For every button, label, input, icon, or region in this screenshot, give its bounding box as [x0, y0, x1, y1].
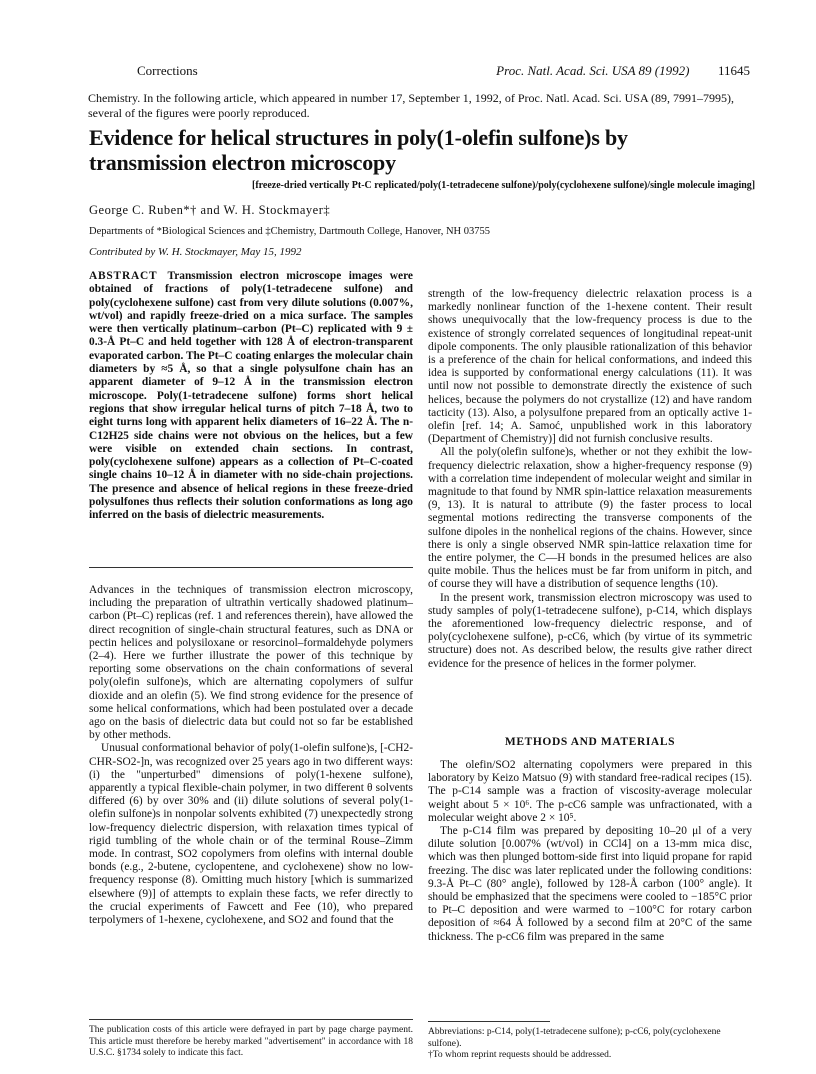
abbreviations-footnote [428, 1027, 752, 1062]
paragraph: In the present work, transmission electron microscopy was used to study samples of poly(1-tetradecene sulfone), p-C14, which displays the aforementioned low-frequency dielectric response, and of poly(cyclohexene sulfone), p-cC6, which (by virtue of its symmetric structure) does not. As described below, the results give rather direct evidence for the presence of helices in the former polymer. [428, 591, 752, 670]
paragraph: All the poly(olefin sulfone)s, whether or not they exhibit the low-frequency dielectric relaxation, show a higher-frequency response (9) with a correlation time independent of molecular weight and similar in magnitude to that found by NMR spin-lattice relaxation measurements (9, 13). It is natural to attribute (9) the faster process to local segmental motions redirecting the transverse components of the sulfone dipoles in the nonhelical regions of the chains. However, since there is only a single observed NMR spin-lattice relaxation time for the entire polymer, the C—H bonds in the presumed helices are also quite mobile. Thus the helices must be far from uniform in pitch, and of course they will have a distribution of sequence lengths (10). [428, 446, 752, 591]
publication-cost-footnote: The publication costs of this article were defrayed in part by page charge payment. This article must therefore be hereby marked "advertisement" in accordance with 18 U.S.C. §1734 solely to indicate this fact. [89, 1025, 413, 1058]
paragraph: Unusual conformational behavior of poly(1-olefin sulfone)s, [-CH2-CHR-SO2-]n, was recognized over 25 years ago in two different ways: (i) the "unperturbed" dimensions of poly(1-hexene sulfone), apparently a typical flexible-chain polymer, in two different θ solvents differed (6) by over 30% and (ii) dilute solutions of several poly(1-olefin sulfone)s in nonpolar solvents exhibited (7) unexpectedly strong low-frequency dielectric dispersion, with relaxation times typical of rigid tumbling of the whole chain or of the terminal Rouse–Zimm mode. In contrast, SO2 copolymers from olefins with internal double bonds (e.g., 2-butene, cyclopentene, and cyclohexene) show no low-frequency response (8). Omitting much history [which is summarized elsewhere (9)] of attempts to explain these facts, we refer directly to the crucial experiments of Fawcett and Fee (10), who prepared terpolymers of 1-hexene, cyclohexene, and SO2 and found that the [89, 742, 413, 927]
abstract-label: ABSTRACT [89, 270, 158, 282]
paragraph: Advances in the techniques of transmission electron microscopy, including the preparation of ultrathin vertically shadowed platinum–carbon (Pt–C) replicas (ref. 1 and references therein), have allowed the direct recognition of single-chain structural features, such as DNA or pectin helices and polysiloxane or resorcinol–formaldehyde polymers (2–4). Here we further illustrate the power of this technique by reporting some observations on the chain conformations of several poly(olefin sulfone)s, which are alternating copolymers of sulfur dioxide and an olefin (5). We find strong evidence for the presence of some helical conformations, which had been postulated over a decade ago on the basis of dielectric data but could not so far be established by other methods. [89, 584, 413, 742]
footnote-divider [89, 1019, 413, 1020]
abstract-divider [89, 567, 413, 568]
paragraph: The olefin/SO2 alternating copolymers were prepared in this laboratory by Keizo Matsuo (9) with standard free-radical recipes (15). The p-C14 sample was a fraction of viscosity-average molecular weight about 5 × 10⁶. The p-cC6 sample was unfractionated, with a molecular weight above 2 × 10⁵. [428, 759, 752, 824]
contributed-by: Contributed by W. H. Stockmayer, May 15, 1992 [89, 246, 302, 258]
paragraph: strength of the low-frequency dielectric relaxation process is a markedly nonlinear function of the 1-hexene content. Their result shows unequivocally that the low-frequency process is due to the existence of strongly correlated sequences of longitudinal repeat-unit dipole components. The only plausible rationalization of this behavior is a preference of the chain for helical conformations, and indeed this idea is supported by conformational energy calculations (11). It was until now not possible to demonstrate directly the existence of such helices, because the polymers do not crystallize (12) and have random tacticity (13). Also, a polysulfone prepared from an optically active 1-olefin [ref. 14; A. Samoć, unpublished work in this laboratory (Department of Chemistry)] did not furnish conclusive results. [428, 288, 752, 446]
correction-note: Chemistry. In the following article, which appeared in number 17, September 1, 1992, of Proc. Natl. Acad. Sci. USA (89, 7991–7995), several of the figures were poorly reproduced. [88, 91, 734, 120]
affiliation: Departments of *Biological Sciences and ‡Chemistry, Dartmouth College, Hanover, NH 03755 [89, 226, 491, 237]
right-column-body [428, 288, 752, 671]
abstract [89, 270, 413, 523]
paragraph: The p-C14 film was prepared by depositing 10–20 μl of a very dilute solution [0.007% (wt/vol) in CCl4] on a 13-mm mica disc, which was then plunged bottom-side first into liquid propane for rapid freezing. The disc was later replicated under the following conditions: 9.3-Å Pt–C (80° angle), followed by 128-Å carbon (100° angle). It should be emphasized that the specimens were cooled to −185°C prior to Pt–C deposition and were warmed to −100°C for rotary carbon deposition of ≈64 Å followed by a second film at 20°C of the same thickness. The p-cC6 film was prepared in the same [428, 825, 752, 943]
footnote-divider [428, 1021, 550, 1022]
keywords: [freeze-dried vertically Pt-C replicated/poly(1-tetradecene sulfone)/poly(cyclohexene sulfone)/single molecule imaging] [252, 180, 756, 191]
section-label: Corrections [137, 63, 198, 78]
abbreviations: Abbreviations: p-C14, poly(1-tetradecene sulfone); p-cC6, poly(cyclohexene sulfone). [428, 1027, 721, 1049]
methods-body [428, 759, 752, 944]
journal-citation: Proc. Natl. Acad. Sci. USA 89 (1992) [496, 63, 690, 78]
article-title: Evidence for helical structures in poly(1-olefin sulfone)s by transmission electron microscopy [89, 125, 628, 175]
abstract-text: Transmission electron microscope images were obtained of fractions of poly(1-tetradecene sulfone) and poly(cyclohexene sulfone) cast from very dilute solutions (0.007%, wt/vol) and rapidly freeze-dried on a mica surface. The samples were then vertically platinum–carbon (Pt–C) replicated with 9 ± 0.3-Å Pt–C and held together with 128 Å of electron-transparent evaporated carbon. The Pt–C coating enlarges the molecular chain diameters by ≈5 Å, so that a single polysulfone chain has an apparent diameter of 9–12 Å in the transmission electron microscope. Poly(1-tetradecene sulfone) forms short helical regions that show irregular helical turns of pitch 7–18 Å, two to eight turns long with apparent helix diameters of 16–22 Å. The n-C12H25 side chains were not obvious on the helices, but a few were visible on extended chain sections. In contrast, poly(cyclohexene sulfone) appears as a collection of Pt–C-coated single chains 10–12 Å in diameter with no side-chain projections. The presence and absence of helical regions in these freeze-dried polysulfones thus reflects their solution conformations as long ago inferred on the basis of dielectric measurements. [89, 270, 413, 522]
reprint-note: †To whom reprint requests should be addressed. [428, 1050, 612, 1060]
journal-header [496, 63, 750, 79]
left-column-body [89, 584, 413, 927]
page-number: 11645 [717, 63, 750, 78]
methods-heading: METHODS AND MATERIALS [504, 736, 676, 748]
authors: George C. Ruben*† and W. H. Stockmayer‡ [89, 203, 331, 217]
